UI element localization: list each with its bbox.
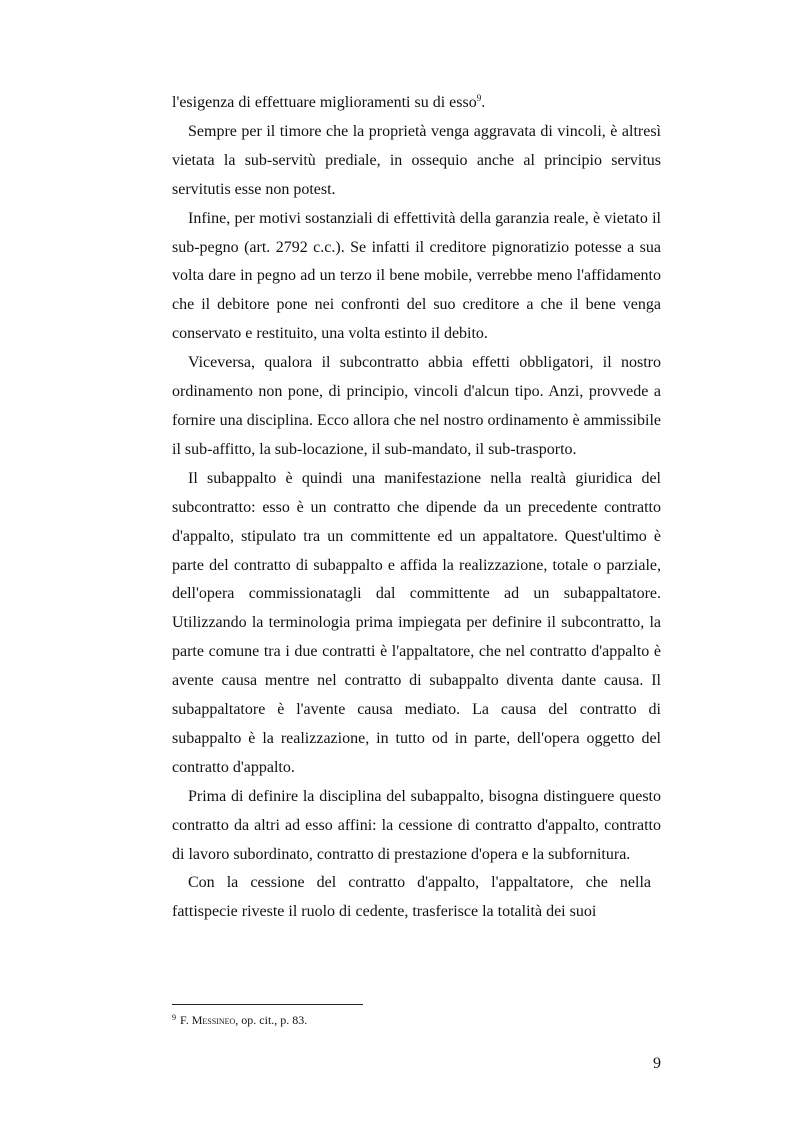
footnote-author-initial: F. [180, 1013, 189, 1027]
paragraph-continuation-text: l'esigenza di effettuare miglioramenti su di esso [172, 94, 477, 111]
paragraph-sub-pegno: Infine, per motivi sostanziali di effettività della garanzia reale, è vietato il sub-pegno (art. 2792 c.c.). Se infatti il creditore pignoratizio potesse a sua volta dare in pegno ad un terzo il bene mobile, verrebbe meno l'affidamento che il debitore pone nei confronti del suo creditore a che il bene venga conservato e restituito, una volta estinto il debito. [172, 209, 661, 343]
paragraph-effetti-obbligatori: Viceversa, qualora il subcontratto abbia effetti obbligatori, il nostro ordinamento non pone, di principio, vincoli d'alcun tipo. Anzi, provvede a fornire una disciplina. Ecco allora che nel nostro ordinamento è ammissibile il sub-affitto, la sub-locazione, il sub-mandato, il sub-trasporto. [172, 354, 661, 458]
paragraph-continuation-end: . [481, 94, 486, 111]
paragraph-sub-servitu: Sempre per il timore che la proprietà venga aggravata di vincoli, è altresì vietata la sub-servitù prediale, in ossequio anche al principio servitus servitutis esse non potest. [172, 122, 661, 198]
page-number: 9 [653, 1055, 661, 1072]
footnote [172, 1012, 307, 1028]
paragraph-disciplina: Prima di definire la disciplina del subappalto, bisogna distinguere questo contratto da altri ad esso affini: la cessione di contratto d'appalto, contratto di lavoro subordinato, contratto di prestazione d'opera e la subfornitura. [172, 787, 661, 863]
footnote-separator [172, 1004, 363, 1005]
footnote-reference[interactable]: 9 [476, 93, 482, 103]
paragraph-cessione: Con la cessione del contratto d'appalto, l'appaltatore, che nella fattispecie riveste il ruolo di cedente, trasferisce la totalità dei suoi [172, 874, 651, 921]
paragraph-continuation [172, 89, 661, 118]
paragraph-subappalto: Il subappalto è quindi una manifestazione nella realtà giuridica del subcontratto: esso è un contratto che dipende da un precedente contratto d'appalto, stipulato tra un committente ed un appaltatore. Quest'ultimo è parte del contratto di subappalto e affida la realizzazione, totale o parziale, dell'opera commissionatagli dal committente ad un subappaltatore. Utilizzando la terminologia prima impiegata per definire il subcontratto, la parte comune tra i due contratti è l'appaltatore, che nel contratto d'appalto è avente causa mentre nel contratto di subappalto diventa dante causa. Il subappaltatore è l'avente causa mediato. La causa del contratto di subappalto è la realizzazione, in tutto od in parte, dell'opera oggetto del contratto d'appalto. [172, 469, 661, 776]
footnote-author-surname: Messineo [191, 1013, 236, 1027]
footnote-citation: , op. cit., p. 83. [235, 1013, 308, 1027]
footnote-number: 9 [172, 1013, 176, 1022]
body-text [172, 89, 661, 927]
